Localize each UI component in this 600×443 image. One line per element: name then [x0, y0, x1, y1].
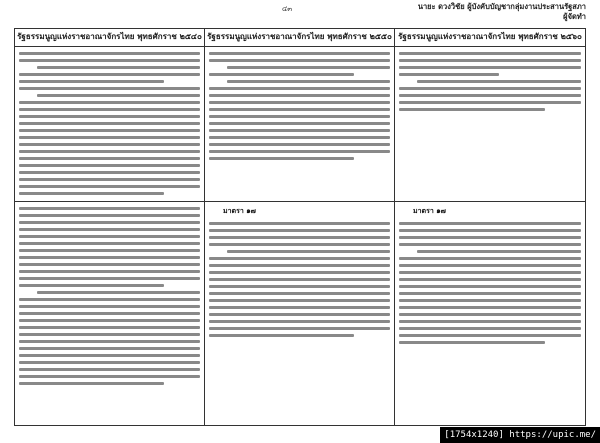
- document-header: [418, 2, 586, 22]
- table-cell: [15, 47, 205, 202]
- table-cell: [395, 202, 585, 425]
- table-cell: [15, 202, 205, 425]
- section-label: มาตรา ๑๗: [413, 207, 446, 215]
- column-header-2540: รัฐธรรมนูญแห่งราชอาณาจักรไทย พุทธศักราช ๒๕๔๐: [15, 29, 205, 47]
- page-number: ๔๓: [282, 5, 293, 13]
- table-cell: [395, 47, 585, 202]
- image-size-badge: [1754x1240] https://upic.me/: [440, 427, 600, 443]
- table-cell: [205, 47, 395, 202]
- author-line: นายะ ดวงวิชัย ผู้บังคับบัญชากลุ่มงานประสานรัฐสภา: [417, 2, 586, 11]
- section-label: มาตรา ๑๗: [223, 207, 256, 215]
- table-cell: [205, 202, 395, 425]
- column-header-2550: รัฐธรรมนูญแห่งราชอาณาจักรไทย พุทธศักราช ๒๕๕๐: [205, 29, 395, 47]
- column-header-2560: รัฐธรรมนูญแห่งราชอาณาจักรไทย พุทธศักราช ๒๕๖๐: [395, 29, 585, 47]
- author-role: ผู้จัดทำ: [563, 12, 586, 21]
- comparison-table: [14, 28, 586, 426]
